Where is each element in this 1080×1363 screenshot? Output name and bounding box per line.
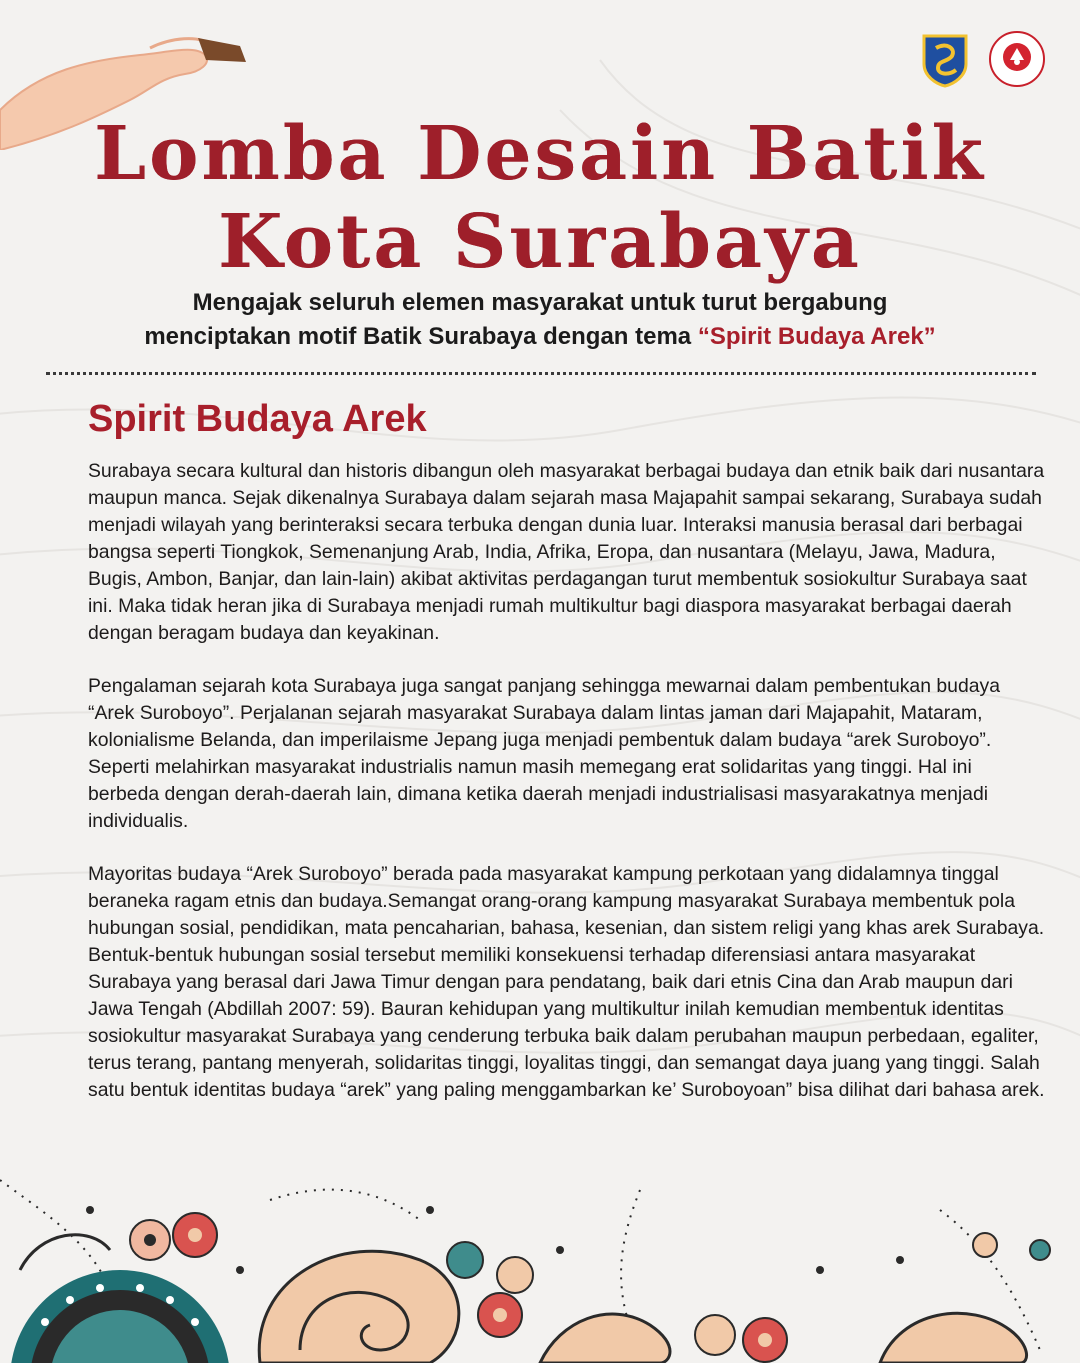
dotted-divider	[46, 372, 1036, 375]
subtitle-line-2-text: menciptakan motif Batik Surabaya dengan tema	[144, 323, 698, 350]
subtitle-line-1: Mengajak seluruh elemen masyarakat untuk turut bergabung	[192, 289, 888, 316]
page-title	[0, 110, 1080, 286]
section-title: Spirit Budaya Arek	[88, 398, 427, 440]
paragraph-1: Surabaya secara kultural dan historis dibangun oleh masyarakat berbagai budaya dan etnik baik dari nusantara maupun manca. Sejak dikenalnya Surabaya dalam sejarah masa Majapahit sampai sekarang, Surabaya sudah menjadi wilayah yang berinteraksi secara terbuka dengan dunia luar. Interaksi manusia berasal dari berbagai bangsa seperti Tiongkok, Semenanjung Arab, India, Afrika, Eropa, dan nusantara (Melayu, Jawa, Madura, Bugis, Ambon, Banjar, dan lain-lain) akibat aktivitas perdagangan turut membentuk sosiokultur Surabaya saat ini. Maka tidak heran jika di Surabaya menjadi rumah multikultur bagi diaspora masyarakat berbagai daerah dengan beragam budaya dan keyakinan.	[88, 460, 1045, 644]
logos-group	[916, 30, 1046, 88]
batik-floral-ornament-icon	[0, 1150, 1080, 1363]
title-line-1: Lomba Desain Batik	[94, 111, 986, 197]
subtitle-theme: “Spirit Budaya Arek”	[697, 323, 936, 350]
surabaya-city-emblem-icon	[916, 30, 974, 88]
dekranasda-kota-surabaya-logo-icon	[988, 30, 1046, 88]
paragraph-2: Pengalaman sejarah kota Surabaya juga sangat panjang sehingga mewarnai dalam pembentukan budaya “Arek Suroboyo”. Perjalanan sejarah masyarakat Surabaya dalam lintas jaman dari Majapahit, Mataram, kolonialisme Belanda, dan imperilaisme Jepang juga menjadi pembentuk dalam budaya “arek Suroboyo”. Seperti melahirkan masyarakat industrialis namun masih memegang erat solidaritas yang tinggi. Hal ini berbeda dengan derah-daerah lain, dimana ketika daerah menjadi industrialisasi masyarakatnya menjadi individualis.	[88, 675, 1000, 832]
title-line-2: Kota Surabaya	[218, 199, 862, 285]
section-body	[88, 458, 1048, 1120]
paragraph-3: Mayoritas budaya “Arek Suroboyo” berada pada masyarakat kampung perkotaan yang didalamnya tinggal beraneka ragam etnis dan budaya.Semangat orang-orang kampung masyarakat Surabaya membentuk pola hubungan sosial, pendidikan, mata pencaharian, bahasa, kesenian, dan sistem religi yang khas arek Surabaya. Bentuk-bentuk hubungan sosial tersebut memiliki konsekuensi terhadap diferensiasi antara masyarakat Surabaya yang berasal dari Jawa Timur dengan para pendatang, baik dari etnis Cina dan Arab maupun dari Jawa Tengah (Abdillah 2007: 59). Bauran kehidupan yang multikultur inilah kemudian membentuk identitas sosiokultur masyarakat Surabaya yang cenderung terbuka baik dalam perubahan maupun perbedaan, egaliter, terus terang, pantang menyerah, solidaritas tinggi, loyalitas tinggi, dan semangat daya juang yang tinggi. Salah satu bentuk identitas budaya “arek” yang paling menggambarkan ke’ Suroboyoan” bisa dilihat dari bahasa arek.	[88, 863, 1045, 1101]
subtitle-line-2	[60, 320, 1020, 354]
subtitle	[60, 286, 1020, 354]
